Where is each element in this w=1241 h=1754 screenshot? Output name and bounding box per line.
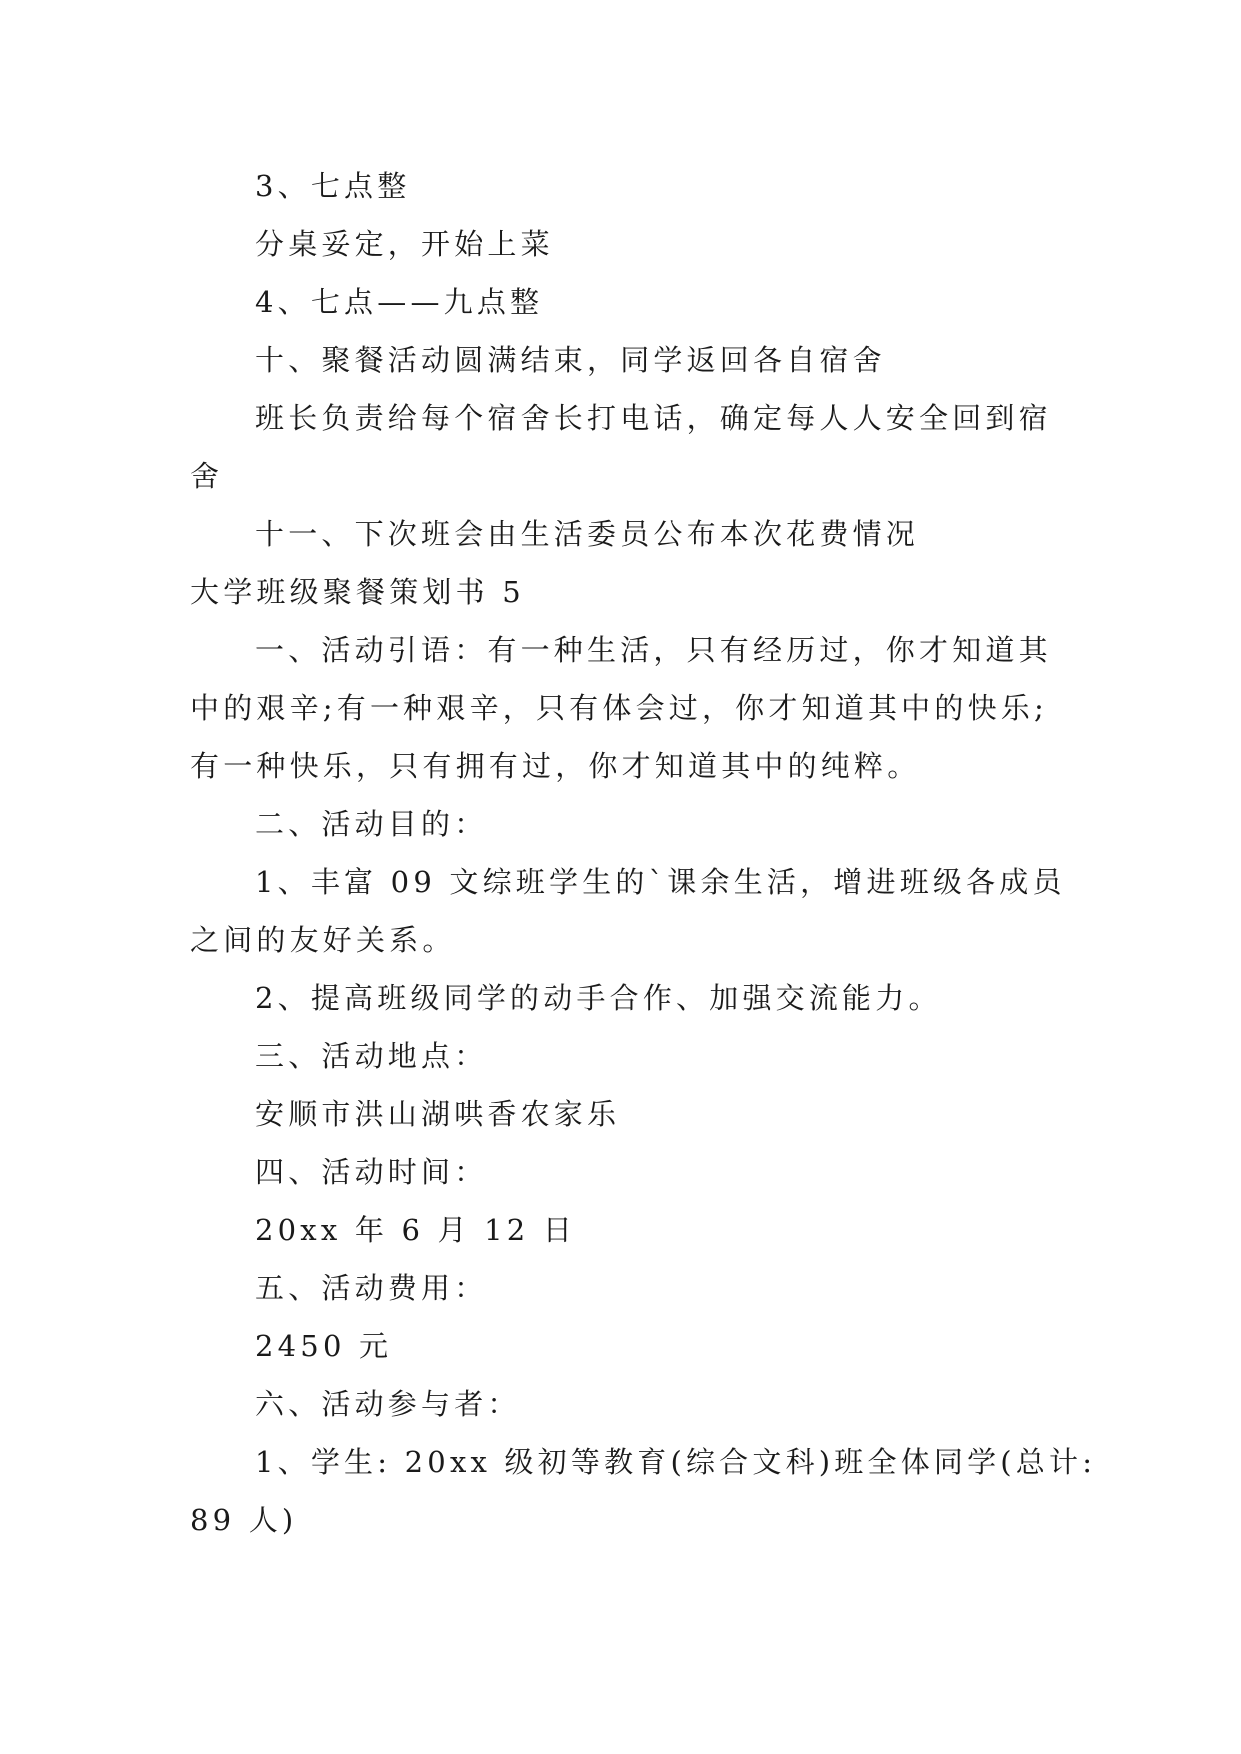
text-line: 中的艰辛;有一种艰辛，只有体会过，你才知道其中的快乐;	[190, 691, 1048, 725]
text-line: 分桌妥定，开始上菜	[255, 227, 554, 261]
section-title: 大学班级聚餐策划书 5	[190, 575, 525, 609]
text-line: 89 人)	[190, 1503, 298, 1537]
text-line: 舍	[190, 459, 224, 493]
text-line: 十一、下次班会由生活委员公布本次花费情况	[255, 517, 920, 551]
text-line: 之间的友好关系。	[190, 923, 456, 957]
text-line: 3、七点整	[255, 169, 411, 203]
text-line: 四、活动时间：	[255, 1155, 488, 1189]
text-line: 20xx 年 6 月 12 日	[255, 1213, 577, 1247]
text-line: 安顺市洪山湖哄香农家乐	[255, 1097, 621, 1131]
text-line: 五、活动费用：	[255, 1271, 488, 1305]
text-line: 2、提高班级同学的动手合作、加强交流能力。	[255, 981, 942, 1015]
text-line: 班长负责给每个宿舍长打电话，确定每人人安全回到宿	[255, 401, 1052, 435]
text-line: 六、活动参与者：	[255, 1387, 521, 1421]
text-line: 二、活动目的：	[255, 807, 488, 841]
text-line: 1、学生: 20xx 级初等教育(综合文科)班全体同学(总计:	[255, 1445, 1097, 1479]
text-line: 1、丰富 09 文综班学生的`课余生活，增进班级各成员	[255, 865, 1066, 899]
text-line: 2450 元	[255, 1329, 393, 1363]
text-line: 十、聚餐活动圆满结束，同学返回各自宿舍	[255, 343, 886, 377]
text-line: 有一种快乐，只有拥有过，你才知道其中的纯粹。	[190, 749, 921, 783]
text-line: 4、七点——九点整	[255, 285, 544, 319]
text-line: 一、活动引语：有一种生活，只有经历过，你才知道其	[255, 633, 1052, 667]
text-line: 三、活动地点：	[255, 1039, 488, 1073]
